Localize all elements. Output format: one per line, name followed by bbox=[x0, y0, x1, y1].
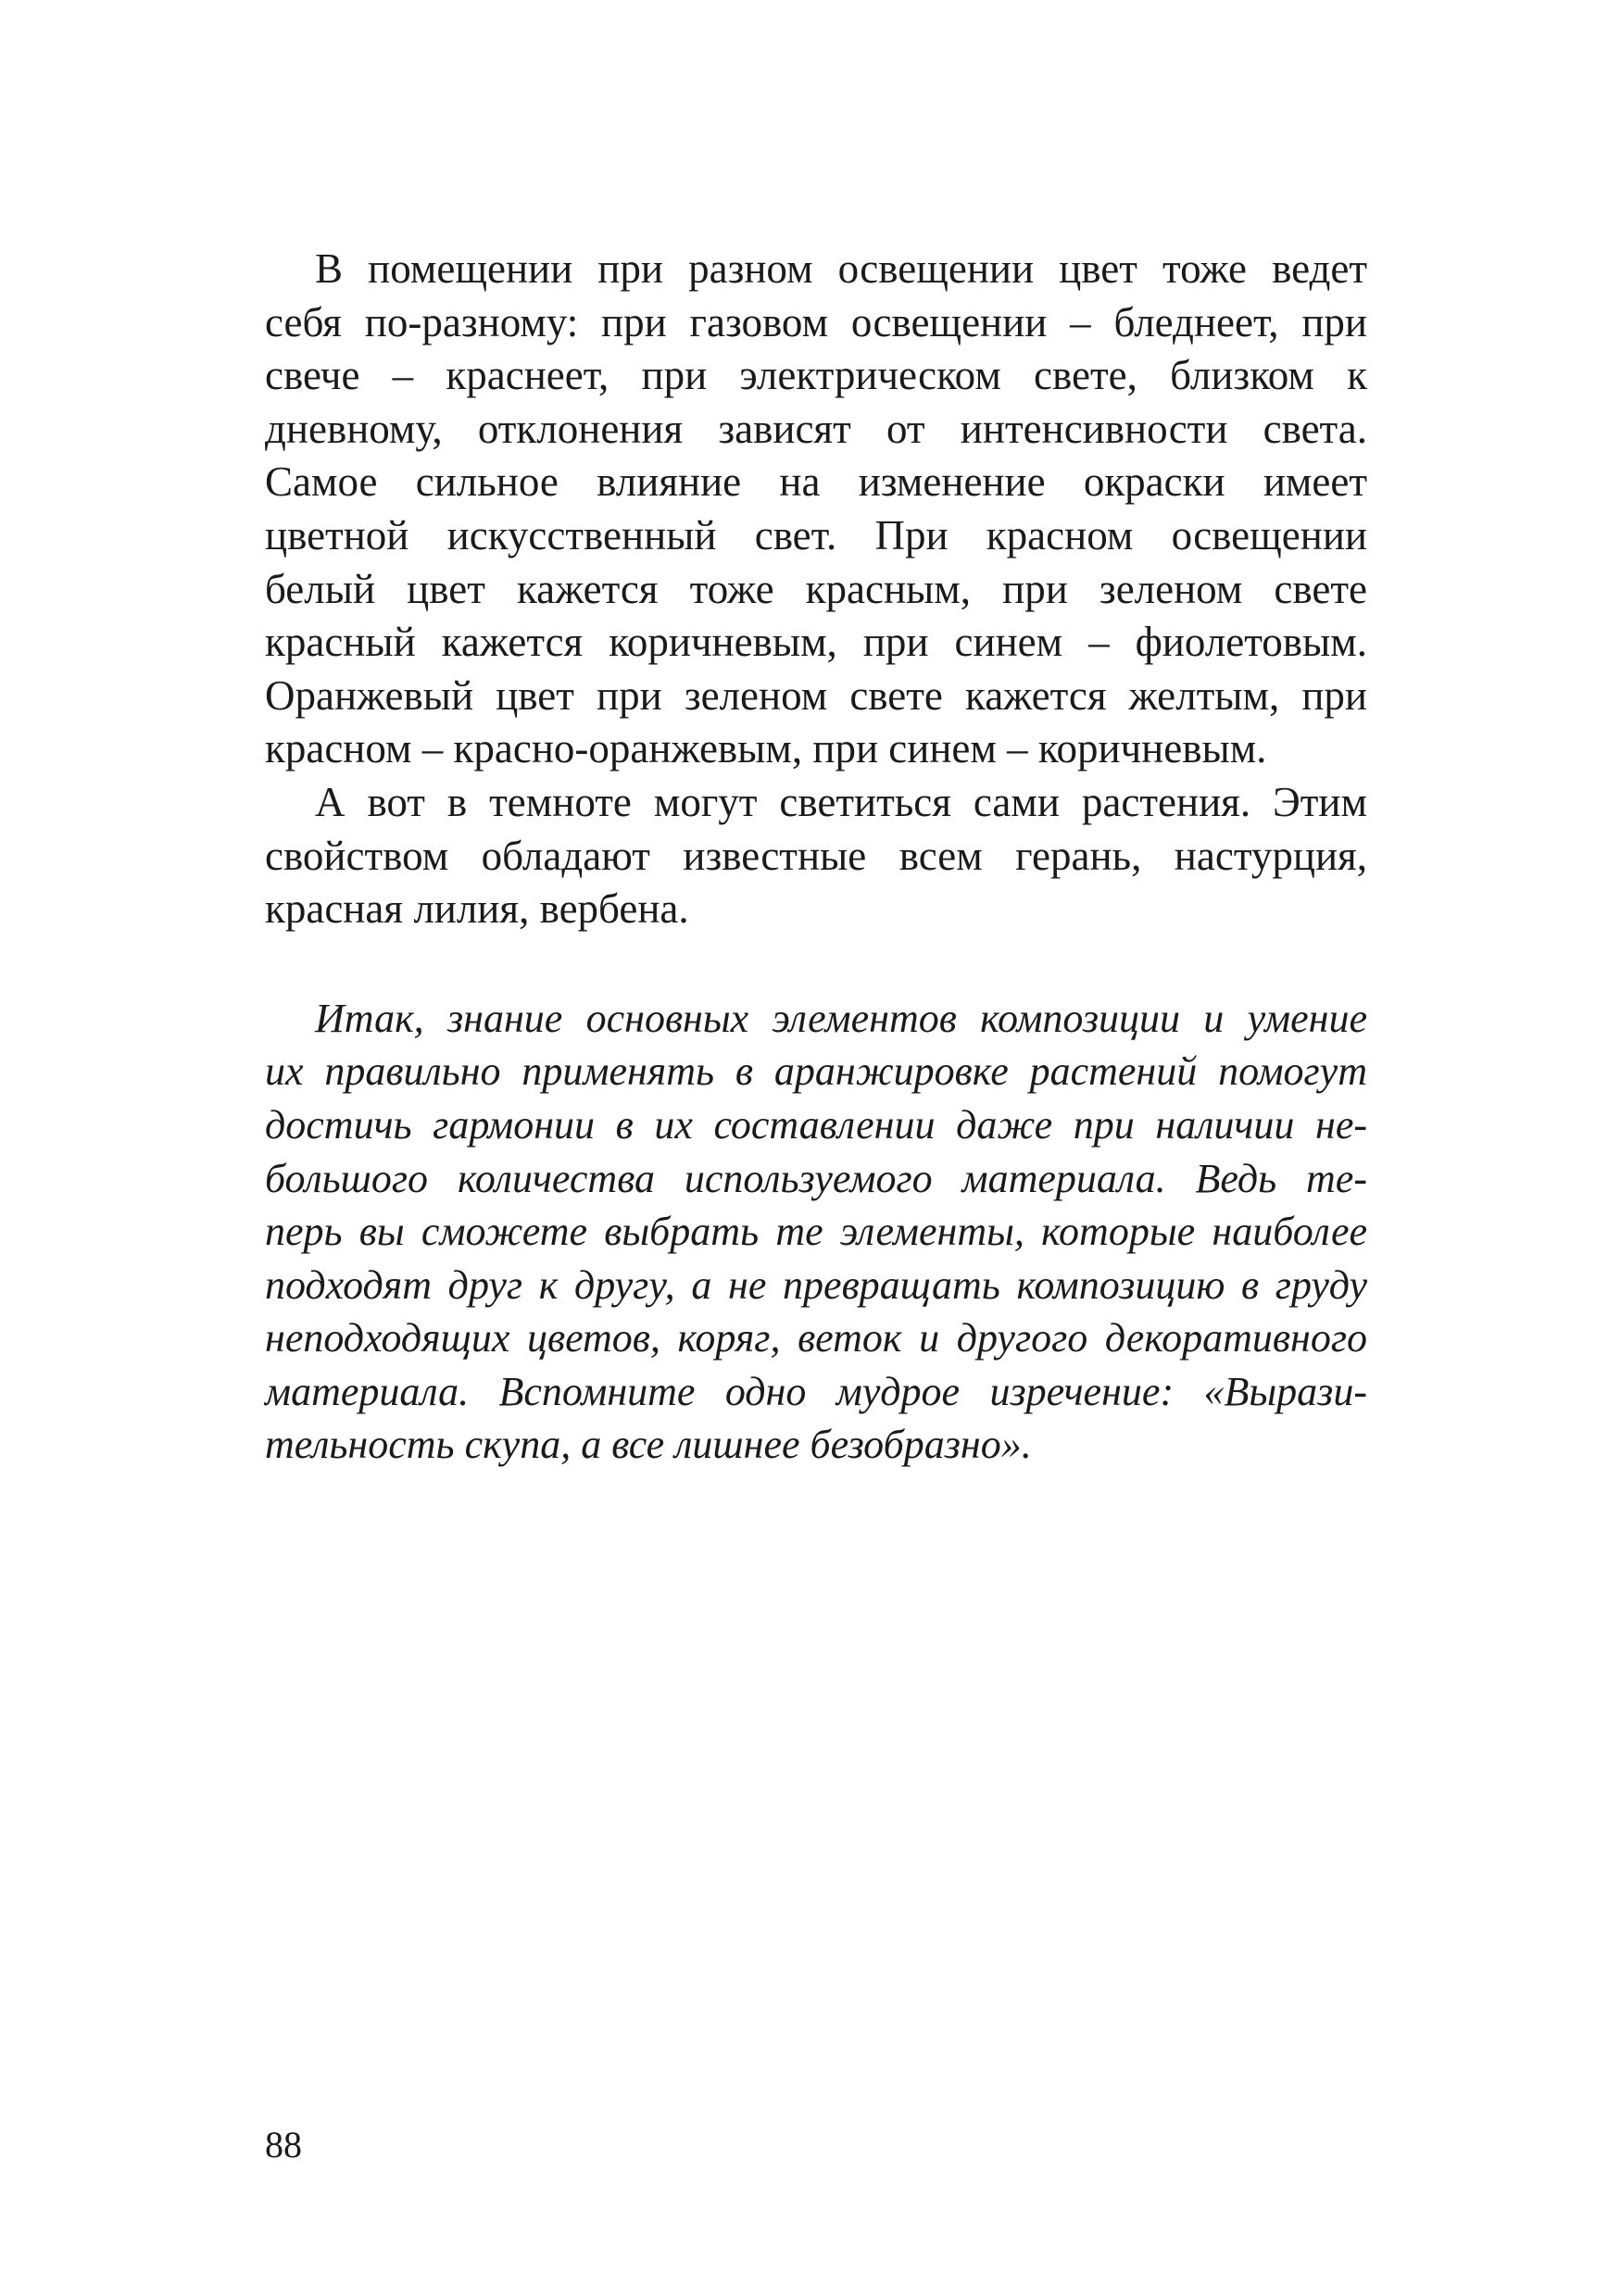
text-line: Итак, знание основных элементов композиции и умение bbox=[315, 995, 1367, 1041]
paragraph-lighting bbox=[265, 243, 1367, 776]
text-line: тельность скупа, а все лишнее безобразно». bbox=[265, 1422, 1032, 1468]
text-line: подходят друг к другу, а не превращать композицию в груду bbox=[265, 1261, 1367, 1308]
text-line: перь вы сможете выбрать те элементы, которые наиболее bbox=[265, 1209, 1367, 1255]
text-line: свече – краснеет, при электрическом свете, близком к bbox=[265, 352, 1367, 399]
text-line: цветной искусственный свет. При красном освещении bbox=[265, 511, 1367, 558]
text-line: красный кажется коричневым, при синем – фиолетовым. bbox=[265, 619, 1367, 666]
text-line: дневному, отклонения зависят от интенсивности света. bbox=[265, 405, 1367, 452]
page-number: 88 bbox=[265, 2124, 302, 2165]
text-line: большого количества используемого материала. Ведь те- bbox=[265, 1155, 1367, 1201]
text-line: Оранжевый цвет при зеленом свете кажется желтым, при bbox=[265, 671, 1367, 719]
text-line: их правильно применять в аранжировке растений помогут bbox=[265, 1048, 1367, 1095]
text-line: В помещении при разном освещении цвет тоже ведет bbox=[315, 245, 1367, 292]
text-line: себя по-разному: при газовом освещении – бледнеет, при bbox=[265, 298, 1367, 345]
paragraph-spacer bbox=[265, 936, 1367, 992]
text-line: А вот в темноте могут светиться сами растения. Этим bbox=[315, 778, 1367, 825]
text-line: свойством обладают известные всем герань, настурция, bbox=[265, 832, 1367, 879]
text-line: материала. Вспомните одно мудрое изречение: «Вырази- bbox=[265, 1368, 1367, 1414]
text-line: красная лилия, вербена. bbox=[265, 885, 689, 933]
paragraph-conclusion bbox=[265, 992, 1367, 1472]
text-line: неподходящих цветов, коряг, веток и другого декоративного bbox=[265, 1315, 1367, 1361]
text-line: Самое сильное влияние на изменение окраски имеет bbox=[265, 458, 1367, 506]
text-line: достичь гармонии в их составлении даже при наличии не- bbox=[265, 1101, 1367, 1148]
text-line: красном – красно-оранжевым, при синем – коричневым. bbox=[265, 725, 1267, 772]
paragraph-glowing-plants bbox=[265, 776, 1367, 936]
text-block bbox=[265, 243, 1367, 1472]
text-line: белый цвет кажется тоже красным, при зеленом свете bbox=[265, 565, 1367, 612]
